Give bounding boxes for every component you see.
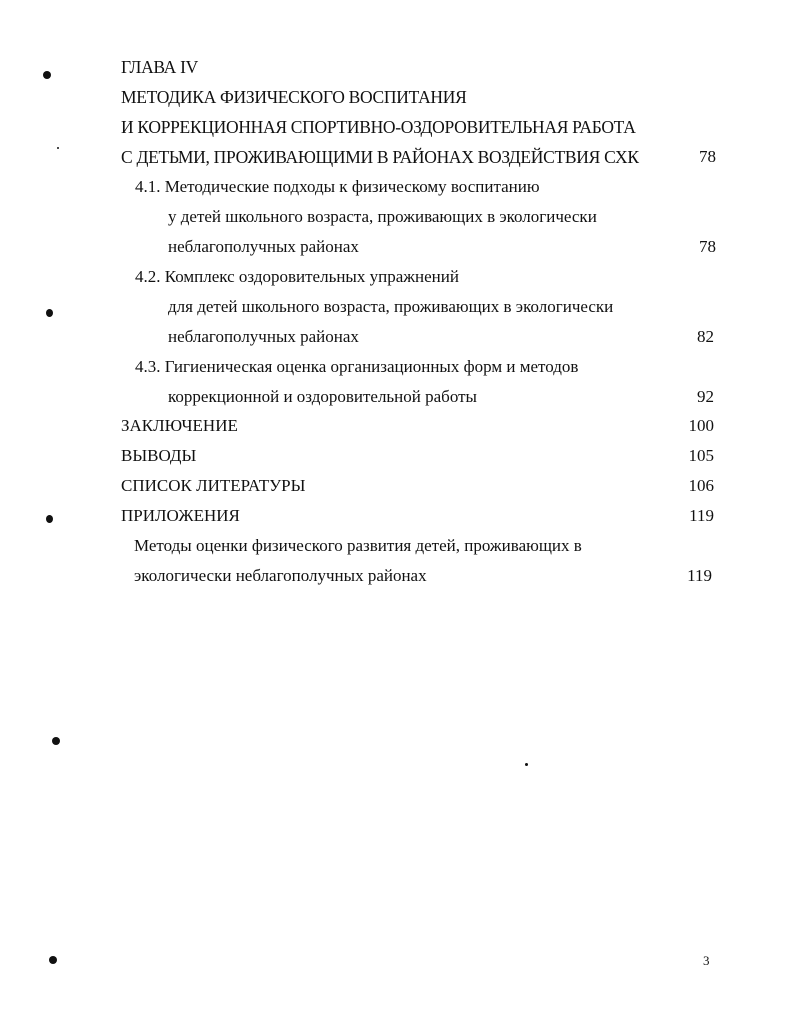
scan-speck [46, 309, 53, 317]
section-4-2-line-2: для детей школьного возраста, проживающих в экологически [168, 297, 614, 316]
section-4-1-line-1: 4.1. Методические подходы к физическому воспитанию [135, 177, 540, 196]
findings-label: ВЫВОДЫ [121, 446, 197, 465]
scan-speck [57, 147, 59, 149]
appendices-label: ПРИЛОЖЕНИЯ [121, 506, 240, 525]
section-4-2-page-number: 82 [697, 327, 714, 346]
references-page-number: 106 [688, 476, 714, 495]
section-4-2-line-1: 4.2. Комплекс оздоровительных упражнений [135, 267, 459, 286]
appendix-item-line-2: экологически неблагополучных районах [134, 566, 427, 585]
appendix-item-line-1: Методы оценки физического развития детей, проживающих в [134, 536, 582, 555]
section-4-3-line-1: 4.3. Гигиеническая оценка организационных форм и методов [135, 357, 579, 376]
scan-speck [43, 71, 51, 79]
chapter-page-number: 78 [699, 147, 716, 166]
chapter-title-line-3: С ДЕТЬМИ, ПРОЖИВАЮЩИМИ В РАЙОНАХ ВОЗДЕЙСТВИЯ СХК [121, 147, 639, 167]
references-label: СПИСОК ЛИТЕРАТУРЫ [121, 476, 306, 495]
appendices-page-number: 119 [689, 506, 714, 525]
scan-speck [52, 737, 60, 745]
chapter-title-line-2: И КОРРЕКЦИОННАЯ СПОРТИВНО-ОЗДОРОВИТЕЛЬНАЯ РАБОТА [121, 117, 636, 137]
conclusion-page-number: 100 [688, 416, 714, 435]
appendix-item-page-number: 119 [687, 566, 712, 585]
conclusion-label: ЗАКЛЮЧЕНИЕ [121, 416, 238, 435]
page-number: 3 [703, 953, 710, 968]
chapter-label: ГЛАВА IV [121, 57, 198, 77]
section-4-1-line-3: неблагополучных районах [168, 237, 359, 256]
scan-speck [46, 515, 53, 523]
scan-speck [49, 956, 57, 964]
section-4-1-line-2: у детей школьного возраста, проживающих в экологически [168, 207, 597, 226]
section-4-3-line-2: коррекционной и оздоровительной работы [168, 387, 477, 406]
findings-page-number: 105 [688, 446, 714, 465]
section-4-1-page-number: 78 [699, 237, 716, 256]
scan-speck [525, 763, 528, 766]
chapter-title-line-1: МЕТОДИКА ФИЗИЧЕСКОГО ВОСПИТАНИЯ [121, 87, 467, 107]
section-4-3-page-number: 92 [697, 387, 714, 406]
section-4-2-line-3: неблагополучных районах [168, 327, 359, 346]
